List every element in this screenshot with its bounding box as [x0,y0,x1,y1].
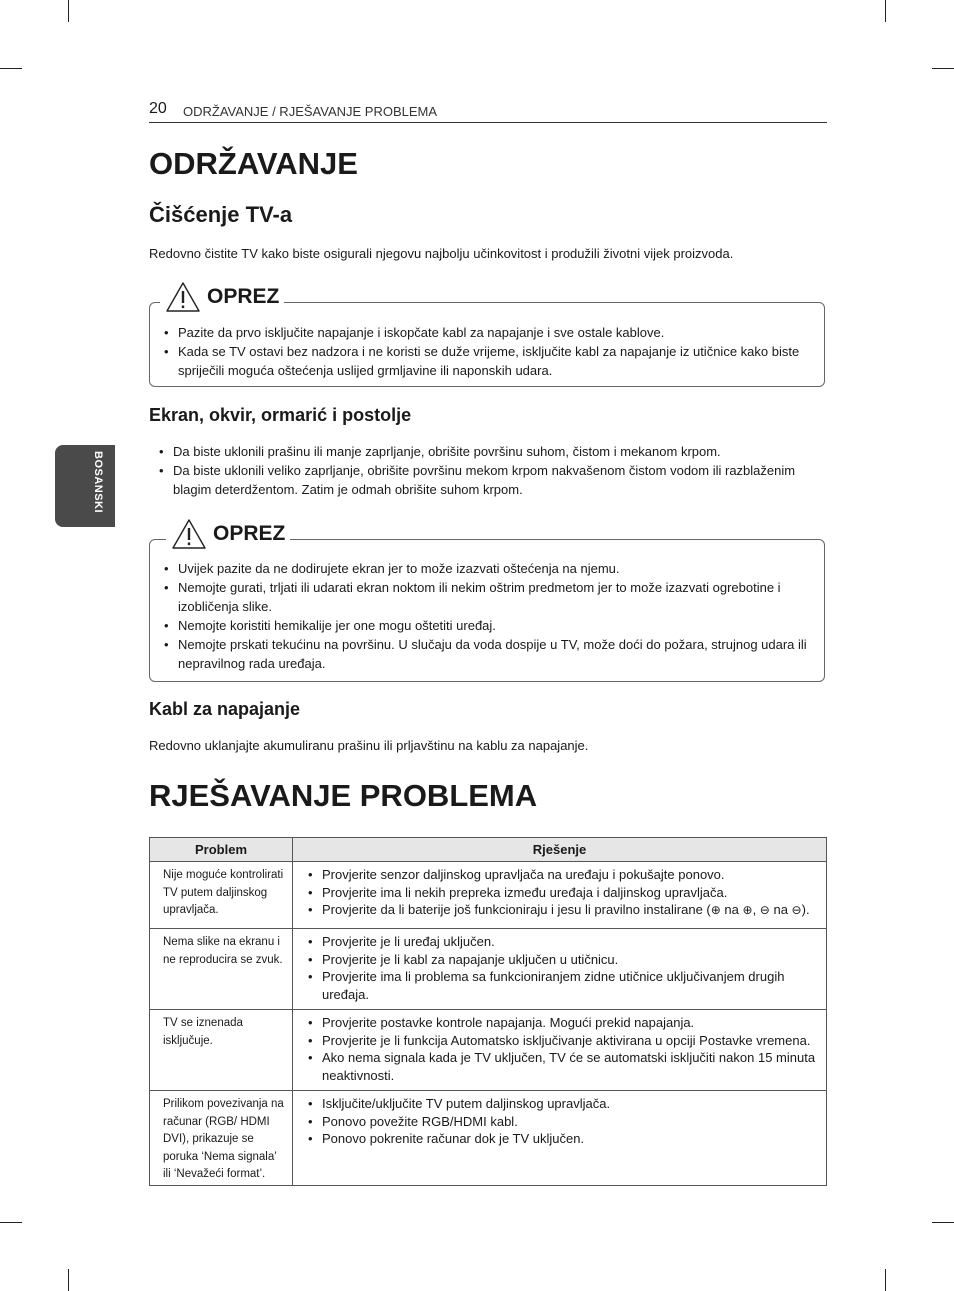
battery-text: ). [801,902,810,917]
crop-mark [0,68,22,69]
caution-item: • Pazite da prvo isključite napajanje i iskopčate kabl za napajanje i sve ostale kablove. [164,323,812,342]
minus-terminal-icon: ⊖ [791,903,802,917]
solution-item: • Ponovo povežite RGB/HDMI kabl. [308,1113,816,1131]
crop-mark [885,1269,886,1291]
problem-cell [150,929,293,1010]
problem-text: Nema slike na ekranu i ne reproducira se zvuk. [163,936,283,966]
problem-cell [150,1010,293,1091]
solution-item: • Provjerite je li funkcija Automatsko isključivanje aktivirana u opciji Postavke vremena. [308,1032,816,1050]
table-header-row [150,838,827,862]
solution-item: • Provjerite je li kabl za napajanje uključen u utičnicu. [308,951,816,969]
solution-cell [293,1010,827,1091]
solution-list [293,1010,826,1090]
language-tab-label: BOSANSKI [92,451,104,514]
table-row [150,862,827,929]
caution-label: OPREZ [207,285,280,308]
solution-cell [293,1091,827,1186]
running-header: ODRŽAVANJE / RJEŠAVANJE PROBLEMA [183,104,438,119]
crop-mark [68,1269,69,1291]
solution-item: • Provjerite senzor daljinskog upravljača na uređaju i pokušajte ponovo. [308,866,816,884]
warning-icon [165,281,201,313]
battery-text: na [769,902,792,917]
warning-icon [171,518,207,550]
battery-text: Provjerite da li baterije još funkcioniraju i jesu li pravilno instalirane ( [322,902,711,917]
solution-list [293,929,826,1009]
table-row [150,1091,827,1186]
screen-care-list [159,442,799,499]
solution-item: • Provjerite ima li problema sa funkcioniranjem zidne utičnice uključivanjem drugih uređaja. [308,968,816,1003]
caution-item: • Nemojte koristiti hemikalije jer one mogu oštetiti uređaj. [164,616,812,635]
caution-list [150,559,824,673]
table-row [150,929,827,1010]
solution-cell [293,862,827,929]
maintenance-title: ODRŽAVANJE [149,146,358,181]
crop-mark [0,1222,22,1223]
solution-cell [293,929,827,1010]
cable-text: Redovno uklanjajte akumuliranu prašinu ili prljavštinu na kablu za napajanje. [149,738,589,753]
troubleshooting-title: RJEŠAVANJE PROBLEMA [149,778,538,813]
caution-box [149,522,825,682]
crop-mark [885,0,886,22]
solution-list [293,862,826,926]
battery-text: na [720,902,743,917]
crop-mark [932,1222,954,1223]
list-item: • Da biste uklonili prašinu ili manje zaprljanje, obrišite površinu suhom, čistom i mekanom krpom. [159,442,799,461]
troubleshooting-table [149,837,827,1186]
solution-item: • Ako nema signala kada je TV uključen, TV će se automatski isključiti nakon 15 minuta neaktivnosti. [308,1049,816,1084]
problem-cell [150,1091,293,1186]
column-header-solution: Rješenje [293,838,827,862]
solution-item: • Isključite/uključite TV putem daljinskog upravljača. [308,1095,816,1113]
column-header-problem: Problem [150,838,293,862]
caution-heading [166,516,290,552]
caution-item: • Nemojte prskati tekućinu na površinu. U slučaju da voda dospije u TV, može doći do požara, strujnog udara ili nepravilnog rada uređaja. [164,635,812,673]
solution-item: • Provjerite je li uređaj uključen. [308,933,816,951]
battery-text: , [752,902,760,917]
crop-mark [932,68,954,69]
table-row [150,1010,827,1091]
problem-cell [150,862,293,929]
language-tab [55,445,115,527]
caution-label: OPREZ [213,522,286,545]
list-item: • Da biste uklonili veliko zaprljanje, obrišite površinu mekom krpom nakvašenom čistom vodom ili razblaženim blagim deterdžentom. Zatim je odmah obrišite suhom krpom. [159,461,799,499]
caution-item: • Kada se TV ostavi bez nadzora i ne koristi se duže vrijeme, isključite kabl za napajanje iz utičnice kako biste spriječili moguća oštećenja uslijed grmljavine ili naponskih udara. [164,342,812,380]
solution-item: • Provjerite postavke kontrole napajanja. Mogući prekid napajanja. [308,1014,816,1032]
caution-box [149,285,825,387]
plus-terminal-icon: ⊕ [742,903,753,917]
caution-list [150,323,824,380]
cleaning-intro: Redovno čistite TV kako biste osigurali njegovu najbolju učinkovitost i produžili životni vijek proizvoda. [149,246,734,261]
solution-list [293,1091,826,1154]
cleaning-heading: Čišćenje TV-a [149,202,293,227]
page-number: 20 [149,100,167,117]
screen-heading: Ekran, okvir, ormarić i postolje [149,405,412,425]
solution-item [308,901,816,920]
plus-terminal-icon: ⊕ [710,903,721,917]
caution-heading [160,279,284,315]
problem-text: Nije moguće kontrolirati TV putem daljinskog upravljača. [163,869,284,916]
minus-terminal-icon: ⊖ [759,903,770,917]
crop-mark [68,0,69,22]
page-header [149,100,827,123]
problem-text: TV se iznenada isključuje. [163,1017,243,1047]
cable-heading: Kabl za napajanje [149,699,301,719]
solution-item: • Ponovo pokrenite računar dok je TV uključen. [308,1130,816,1148]
caution-item: • Nemojte gurati, trljati ili udarati ekran noktom ili nekim oštrim predmetom jer to može izazvati ogrebotine i izobličenja slike. [164,578,812,616]
problem-text: Prilikom povezivanja na računar (RGB/ HDMI DVI), prikazuje se poruka ‘Nema signala’ ili ‘Nevažeći format’. [163,1098,284,1180]
caution-item: • Uvijek pazite da ne dodirujete ekran jer to može izazvati oštećenja na njemu. [164,559,812,578]
solution-item: • Provjerite ima li nekih prepreka između uređaja i daljinskog upravljača. [308,884,816,902]
